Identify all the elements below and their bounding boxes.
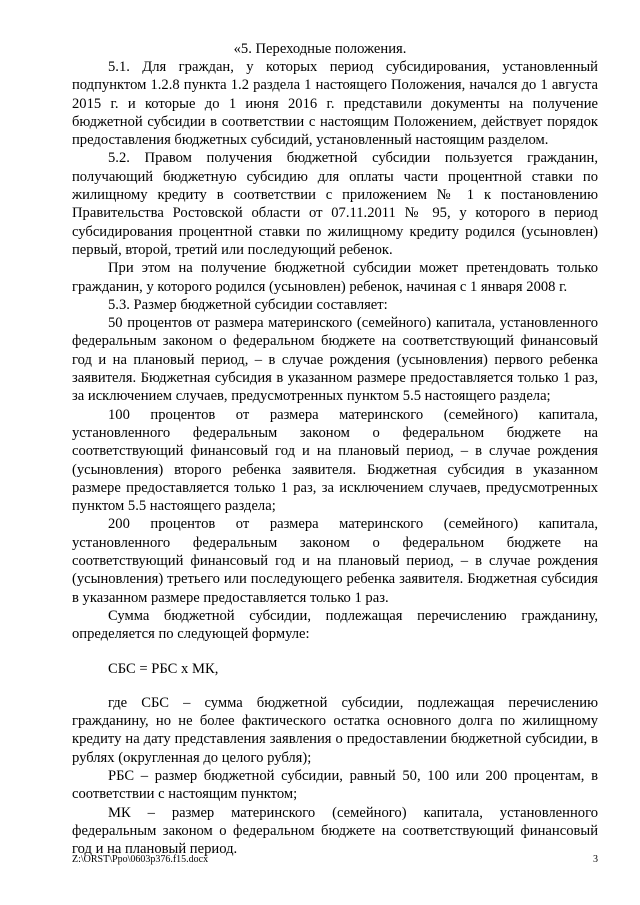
paragraph-200-percent: 200 процентов от размера материнского (семейного) капитала, установленного федеральным законом о федеральном бюджете на соответствующий финансовый год и на плановый период, – в случае рождения (усыновления) третьего или последующего ребенка заявителя. Бюджетная субсидия в указанном размере предоставляется только 1 раз. <box>72 516 598 606</box>
paragraph-50-percent: 50 процентов от размера материнского (семейного) капитала, установленного федеральным законом о федеральном бюджете на соответствующий финансовый год и на плановый период, – в случае рождения (усыновления) первого ребенка заявителя. Бюджетная субсидия в указанном размере предоставляется только 1 раз, за исключением случаев, предусмотренных пунктом 5.5 настоящего раздела; <box>72 315 598 405</box>
definition-mk: МК – размер материнского (семейного) капитала, установленного федеральным законом о федеральном бюджете на соответствующий финансовый год и на плановый период. <box>72 804 598 858</box>
footer-page-number: 3 <box>593 854 598 865</box>
paragraph-eligibility: При этом на получение бюджетной субсидии может претендовать только гражданин, у которого родился (усыновлен) ребенок, начиная с 1 января 2008 г. <box>72 260 598 295</box>
footer-file-path: Z:\ORST\Ppo\0603p376.f15.docx <box>72 854 209 865</box>
formula: СБС = РБС х МК, <box>108 660 219 677</box>
paragraph-5-2: 5.2. Правом получения бюджетной субсидии пользуется гражданин, получающий бюджетную субсидию для оплаты части процентной ставки по жилищному кредиту в соответствии с приложением № 1 к постановлению Правительства Ростовской области от 07.11.2011 № 95, у которого в период субсидирования процентной ставки по жилищному кредиту родился (усыновлен) первый, второй, третий или последующий ребенок. <box>72 150 598 258</box>
paragraph-formula-intro: Сумма бюджетной субсидии, подлежащая перечислению гражданину, определяется по следующей формуле: <box>72 607 598 643</box>
paragraph-5-1: 5.1. Для граждан, у которых период субсидирования, установленный подпунктом 1.2.8 пункта 1.2 раздела 1 настоящего Положения, начался до 1 августа 2015 г. и которые до 1 июня 2016 г. представили документы на получение бюджетной субсидии в соответствии с настоящим Положением, действует порядок предоставления бюджетных субсидий, установленный настоящим разделом. <box>72 59 598 149</box>
definition-sbs: где СБС – сумма бюджетной субсидии, подлежащая перечислению гражданину, но не более фактического остатка основного долга по жилищному кредиту на дату представления заявления о предоставлении бюджетной субсидии, в рублях (округленная до целого рубля); <box>72 694 598 766</box>
definition-rbs: РБС – размер бюджетной субсидии, равный 50, 100 или 200 процентам, в соответствии с настоящим пунктом; <box>72 767 598 803</box>
paragraph-100-percent: 100 процентов от размера материнского (семейного) капитала, установленного федеральным законом о федеральном бюджете на соответствующий финансовый год и на плановый период, – в случае рождения (усыновления) второго ребенка заявителя. Бюджетная субсидия в указанном размере предоставляется только 1 раз, за исключением случаев, предусмотренных пунктом 5.5 настоящего раздела; <box>72 406 598 515</box>
paragraph-5-3: 5.3. Размер бюджетной субсидии составляет: <box>108 296 388 313</box>
document-body <box>72 58 598 858</box>
section-title: «5. Переходные положения. <box>233 41 407 57</box>
